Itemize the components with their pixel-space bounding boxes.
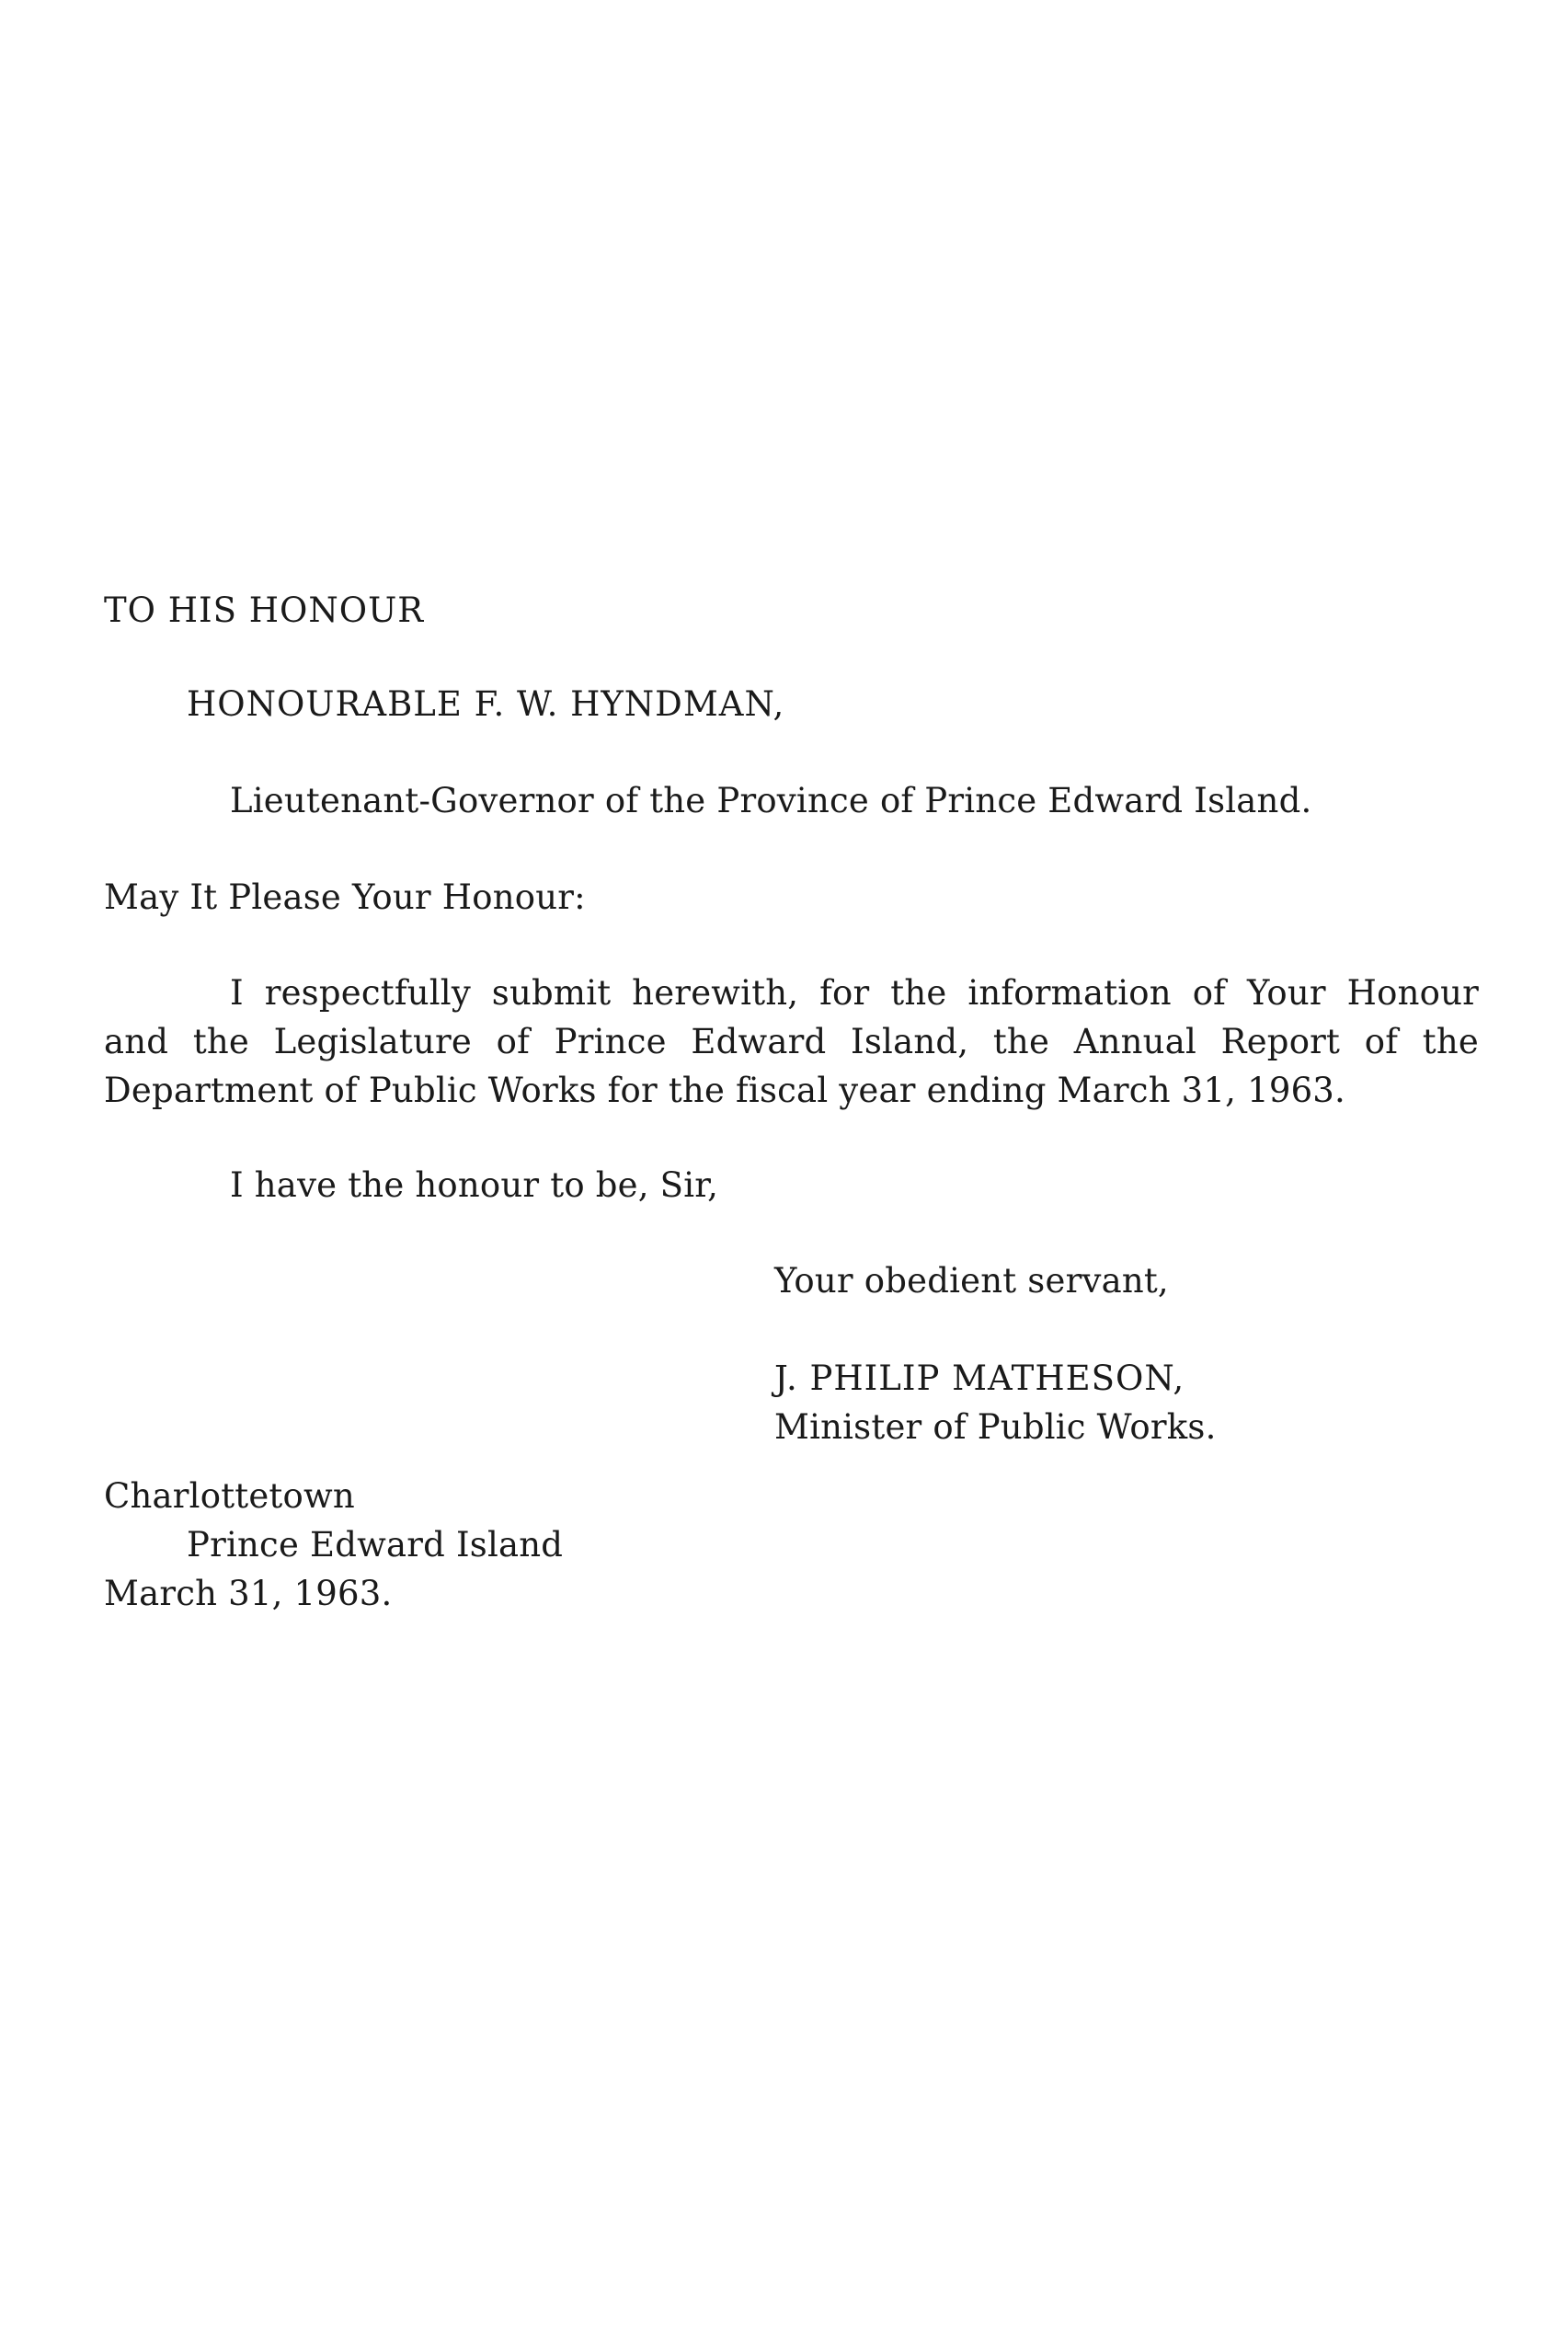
- valediction: Your obedient servant,: [774, 1261, 1169, 1301]
- body-line: I respectfully submit herewith, for the information of Your Honour: [230, 973, 1479, 1013]
- body-line: and the Legislature of Prince Edward Island, the Annual Report of the: [104, 1022, 1479, 1061]
- signatory-name: J. PHILIP MATHESON,: [774, 1358, 1185, 1398]
- addressee-name: HONOURABLE F. W. HYNDMAN,: [187, 684, 785, 724]
- signature-block: [774, 1354, 1217, 1451]
- place-and-date: [104, 1472, 563, 1618]
- place-province: Prince Edward Island: [187, 1525, 564, 1565]
- place-city: Charlottetown: [104, 1476, 355, 1516]
- signatory-title: Minister of Public Works.: [774, 1407, 1217, 1447]
- addressee-title: Lieutenant-Governor of the Province of Prince Edward Island.: [230, 781, 1312, 820]
- letter-date: March 31, 1963.: [104, 1574, 393, 1613]
- body-line: Department of Public Works for the fiscal year ending March 31, 1963.: [104, 1071, 1346, 1110]
- closing-line: I have the honour to be, Sir,: [230, 1165, 719, 1205]
- salutation-to: TO HIS HONOUR: [104, 590, 425, 630]
- letter-body: [104, 969, 1479, 1115]
- greeting: May It Please Your Honour:: [104, 877, 586, 917]
